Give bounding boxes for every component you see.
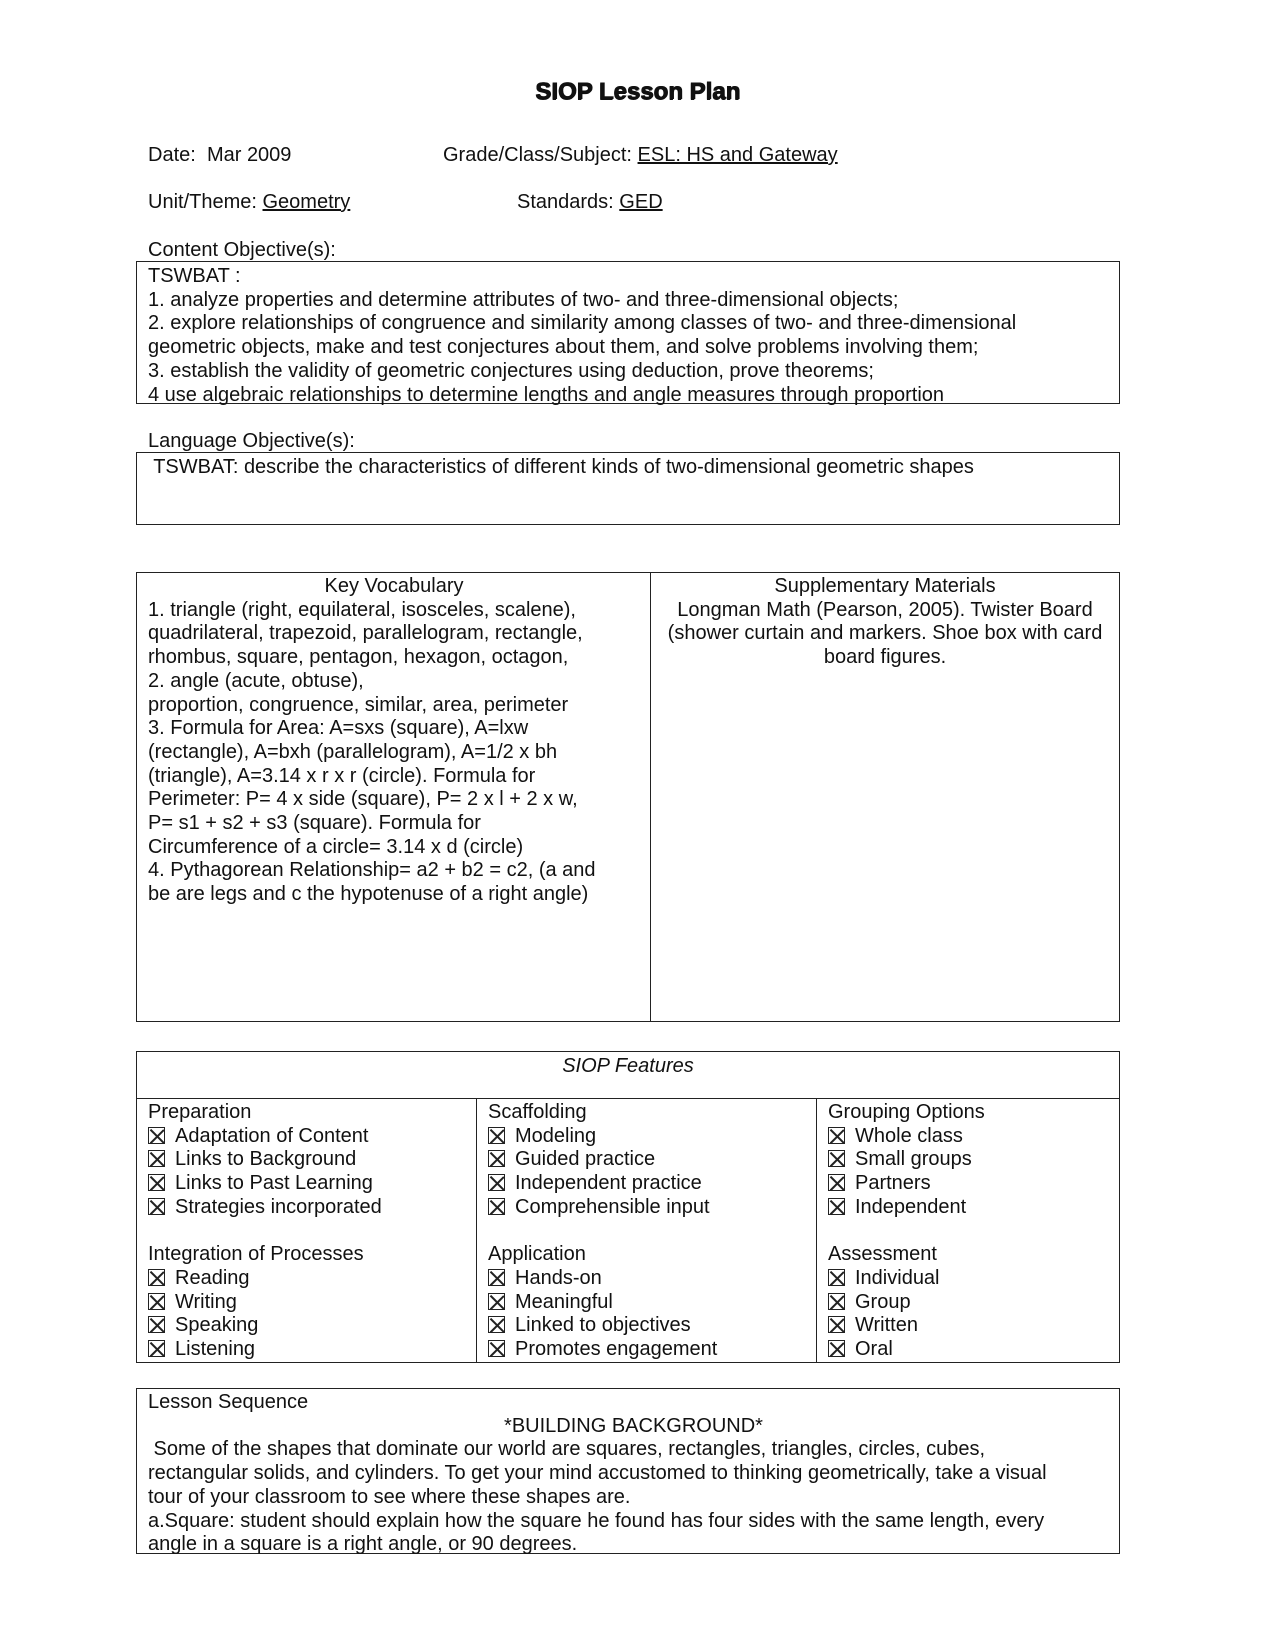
supplementary-materials-cell [651,573,1120,1022]
checked-box-icon [828,1174,845,1191]
feature-item: Partners [828,1172,1119,1196]
checked-box-icon [148,1340,165,1357]
feature-item: Links to Background [148,1148,476,1172]
feature-item: Meaningful [488,1291,816,1315]
content-objective-line: 4 use algebraic relationships to determine lengths and angle measures through proportion [148,383,945,406]
key-vocabulary-header: Key Vocabulary [324,575,464,597]
vocab-line: proportion, congruence, similar, area, perimeter [148,693,569,716]
feature-group-title: Integration of Processes [148,1243,364,1266]
content-objective-line: 2. explore relationships of congruence and similarity among classes of two- and three-dimensional [148,312,1017,335]
unit-value: Geometry [262,191,351,213]
feature-item: Comprehensible input [488,1196,816,1220]
standards-field [517,190,663,214]
checked-box-icon [148,1198,165,1215]
checked-box-icon [828,1198,845,1215]
materials-line: board figures. [823,646,947,669]
content-objective-line: 3. establish the validity of geometric conjectures using deduction, prove theorems; [148,359,874,382]
feature-item: Group [828,1291,1119,1315]
checked-box-icon [488,1150,505,1167]
features-column-2 [477,1099,817,1363]
feature-item: Writing [148,1291,476,1315]
standards-value: GED [619,191,663,213]
language-objectives-label: Language Objective(s): [148,430,355,452]
checked-box-icon [488,1340,505,1357]
features-column-1 [137,1099,477,1363]
feature-item: Strategies incorporated [148,1196,476,1220]
checked-box-icon [488,1127,505,1144]
grade-value: ESL: HS and Gateway [637,144,838,166]
date-label: Date: [148,144,196,166]
checked-box-icon [148,1269,165,1286]
lesson-sequence-box [136,1388,1120,1554]
checked-box-icon [148,1316,165,1333]
siop-features-header: SIOP Features [137,1052,1120,1099]
lesson-sequence-line: Some of the shapes that dominate our world are squares, rectangles, triangles, circles, cubes, [148,1438,986,1461]
feature-item: Individual [828,1267,1119,1291]
siop-features-table [136,1051,1120,1363]
materials-line: (shower curtain and markers. Shoe box with card [667,622,1103,645]
feature-item: Small groups [828,1148,1119,1172]
unit-field [148,190,350,214]
grade-field [443,143,838,167]
feature-item: Guided practice [488,1148,816,1172]
vocab-line: 3. Formula for Area: A=sxs (square), A=lxw [148,717,529,740]
date-value: Mar 2009 [206,144,292,166]
language-objectives-box [136,452,1120,525]
content-objective-line: 1. analyze properties and determine attributes of two- and three-dimensional objects; [148,288,899,311]
lesson-sequence-label: Lesson Sequence [148,1391,309,1413]
feature-item: Promotes engagement [488,1338,816,1362]
vocab-line: (rectangle), A=bxh (parallelogram), A=1/2 x bh [148,740,558,763]
checked-box-icon [488,1174,505,1191]
feature-item: Written [828,1314,1119,1338]
checked-box-icon [148,1293,165,1310]
grade-label: Grade/Class/Subject: [443,144,632,166]
key-vocabulary-cell [137,573,651,1022]
feature-item: Linked to objectives [488,1314,816,1338]
document-title: SIOP Lesson Plan [535,78,740,105]
feature-item: Speaking [148,1314,476,1338]
vocab-line: rhombus, square, pentagon, hexagon, octagon, [148,646,569,669]
content-objectives-box [136,261,1120,404]
feature-group-title: Application [488,1243,586,1266]
vocab-line: 2. angle (acute, obtuse), [148,669,364,692]
vocab-line: 4. Pythagorean Relationship= a2 + b2 = c2, (a and [148,859,596,882]
checked-box-icon [488,1269,505,1286]
lesson-sequence-line: angle in a square is a right angle, or 90 degrees. [148,1533,578,1556]
materials-line: Longman Math (Pearson, 2005). Twister Board [677,598,1093,621]
content-objectives-label: Content Objective(s): [148,239,336,261]
content-objective-line: TSWBAT : [148,265,241,287]
vocab-line: be are legs and c the hypotenuse of a right angle) [148,883,589,906]
lesson-sequence-line: tour of your classroom to see where these shapes are. [148,1485,631,1508]
checked-box-icon [828,1316,845,1333]
feature-group-title: Assessment [828,1243,937,1266]
unit-label: Unit/Theme: [148,191,257,213]
vocab-line: P= s1 + s2 + s3 (square). Formula for [148,812,481,835]
checked-box-icon [828,1269,845,1286]
checked-box-icon [828,1127,845,1144]
feature-item: Independent practice [488,1172,816,1196]
vocab-line: Perimeter: P= 4 x side (square), P= 2 x l + 2 x w, [148,788,578,811]
feature-group-title: Grouping Options [828,1101,985,1123]
checked-box-icon [148,1150,165,1167]
feature-group-title: Scaffolding [488,1101,587,1123]
vocab-line: 1. triangle (right, equilateral, isosceles, scalene), [148,598,576,621]
checked-box-icon [148,1127,165,1144]
checked-box-icon [828,1340,845,1357]
feature-item: Adaptation of Content [148,1125,476,1149]
feature-item: Listening [148,1338,476,1362]
checked-box-icon [488,1198,505,1215]
checked-box-icon [148,1174,165,1191]
lesson-sequence-line: a.Square: student should explain how the square he found has four sides with the same length, every [148,1509,1045,1532]
content-objective-line: geometric objects, make and test conjectures about them, and solve problems involving them; [148,336,979,359]
lesson-sequence-heading: *BUILDING BACKGROUND* [504,1414,763,1437]
feature-group-title: Preparation [148,1101,252,1123]
vocab-line: (triangle), A=3.14 x r x r (circle). Formula for [148,764,536,787]
vocab-line: quadrilateral, trapezoid, parallelogram, rectangle, [148,622,583,645]
standards-label: Standards: [517,191,614,213]
feature-item: Modeling [488,1125,816,1149]
feature-item: Whole class [828,1125,1119,1149]
checked-box-icon [488,1316,505,1333]
checked-box-icon [488,1293,505,1310]
feature-item: Reading [148,1267,476,1291]
features-column-3 [817,1099,1120,1363]
language-objective-text: TSWBAT: describe the characteristics of different kinds of two-dimensional geometric shapes [148,456,974,478]
feature-item: Independent [828,1196,1119,1220]
lesson-sequence-line: rectangular solids, and cylinders. To get your mind accustomed to thinking geometrically, take a visual [148,1462,1047,1485]
vocab-materials-table [136,572,1120,1022]
checked-box-icon [828,1293,845,1310]
date-field [148,143,291,167]
supplementary-materials-header: Supplementary Materials [774,575,996,597]
feature-item: Oral [828,1338,1119,1362]
feature-item: Hands-on [488,1267,816,1291]
checked-box-icon [828,1150,845,1167]
vocab-line: Circumference of a circle= 3.14 x d (circle) [148,835,524,858]
feature-item: Links to Past Learning [148,1172,476,1196]
